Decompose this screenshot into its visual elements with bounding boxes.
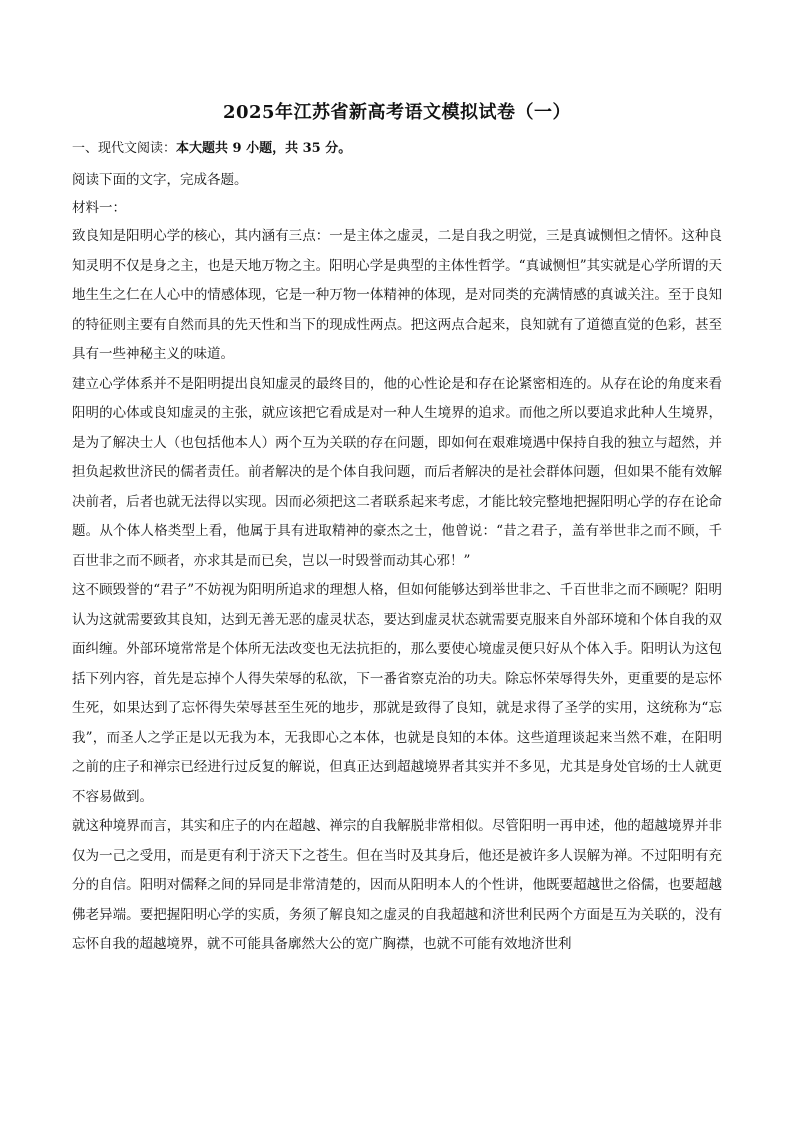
material-label: 材料一： <box>72 200 126 216</box>
paragraph-1: 致良知是阳明心学的核心，其内涵有三点：一是主体之虚灵，二是自我之明觉，三是真诚恻怛之情怀。这种良知灵明不仅是身之主，也是天地万物之主。阳明心学是典型的主体性哲学。“真诚恻怛”其实就是心学所谓的天地生生之仁在人心中的情感体现，它是一种万物一体精神的体现，是对同类的充满情感的真诚关注。至于良知的特征则主要有自然而具的先天性和当下的现成性两点。把这两点合起来，良知就有了道德直觉的色彩，甚至具有一些神秘主义的味道。 <box>72 228 722 362</box>
section-heading <box>72 138 722 160</box>
page-title: 2025年江苏省新高考语文模拟试卷（一） <box>222 102 572 123</box>
paragraph-3: 这不顾毁誉的“君子”不妨视为阳明所追求的理想人格，但如何能够达到举世非之、千百世非之而不顾呢？阳明认为这就需要致其良知，达到无善无恶的虚灵状态，要达到虚灵状态就需要克服来自外部环境和个体自我的双面纠缠。外部环境常常是个体所无法改变也无法抗拒的，那么要使心境虚灵便只好从个体入手。阳明认为这包括下列内容，首先是忘掉个人得失荣辱的私欲，下一番省察克治的功夫。除忘怀荣辱得失外，更重要的是忘怀生死，如果达到了忘怀得失荣辱甚至生死的地步，那就是致得了良知，就是求得了圣学的实用，这统称为“忘我”，而圣人之学正是以无我为本，无我即心之本体，也就是良知的本体。这些道理谈起来当然不难，在阳明之前的庄子和禅宗已经进行过反复的解说，但真正达到超越境界者其实并不多见，尤其是身处官场的士人就更不容易做到。 <box>72 582 722 805</box>
section-desc: 本大题共 9 小题，共 35 分。 <box>176 141 352 156</box>
paragraph-4: 就这种境界而言，其实和庄子的内在超越、禅宗的自我解脱非常相似。尽管阳明一再申述，他的超越境界并非仅为一己之受用，而是更有利于济天下之苍生。但在当时及其身后，他还是被许多人误解为禅。不过阳明有充分的自信。阳明对儒释之间的异同是非常清楚的，因而从阳明本人的个性讲，他既要超越世之俗儒，也要超越佛老异端。要把握阳明心学的实质，务须了解良知之虚灵的自我超越和济世利民两个方面是互为关联的，没有忘怀自我的超越境界，就不可能具备廓然大公的宽广胸襟，也就不可能有效地济世利 <box>72 818 722 952</box>
section-prefix: 一、现代文阅读： <box>72 141 177 156</box>
paragraph-2: 建立心学体系并不是阳明提出良知虚灵的最终目的，他的心性论是和存在论紧密相连的。从存在论的角度来看阳明的心体或良知虚灵的主张，就应该把它看成是对一种人生境界的追求。而他之所以要追求此种人生境界，是为了解决士人（也包括他本人）两个互为关联的存在问题，即如何在艰难境遇中保持自我的独立与超然，并担负起救世济民的儒者责任。前者解决的是个体自我问题，而后者解决的是社会群体问题，但如果不能有效解决前者，后者也就无法得以实现。因而必须把这二者联系起来考虑，才能比较完整地把握阳明心学的存在论命题。从个体人格类型上看，他属于具有进取精神的豪杰之士，他曾说：“昔之君子，盖有举世非之而不顾，千百世非之而不顾者，亦求其是而已矣，岂以一时毁誉而动其心邪！” <box>72 375 722 569</box>
instruction-text: 阅读下面的文字，完成各题。 <box>72 172 248 188</box>
